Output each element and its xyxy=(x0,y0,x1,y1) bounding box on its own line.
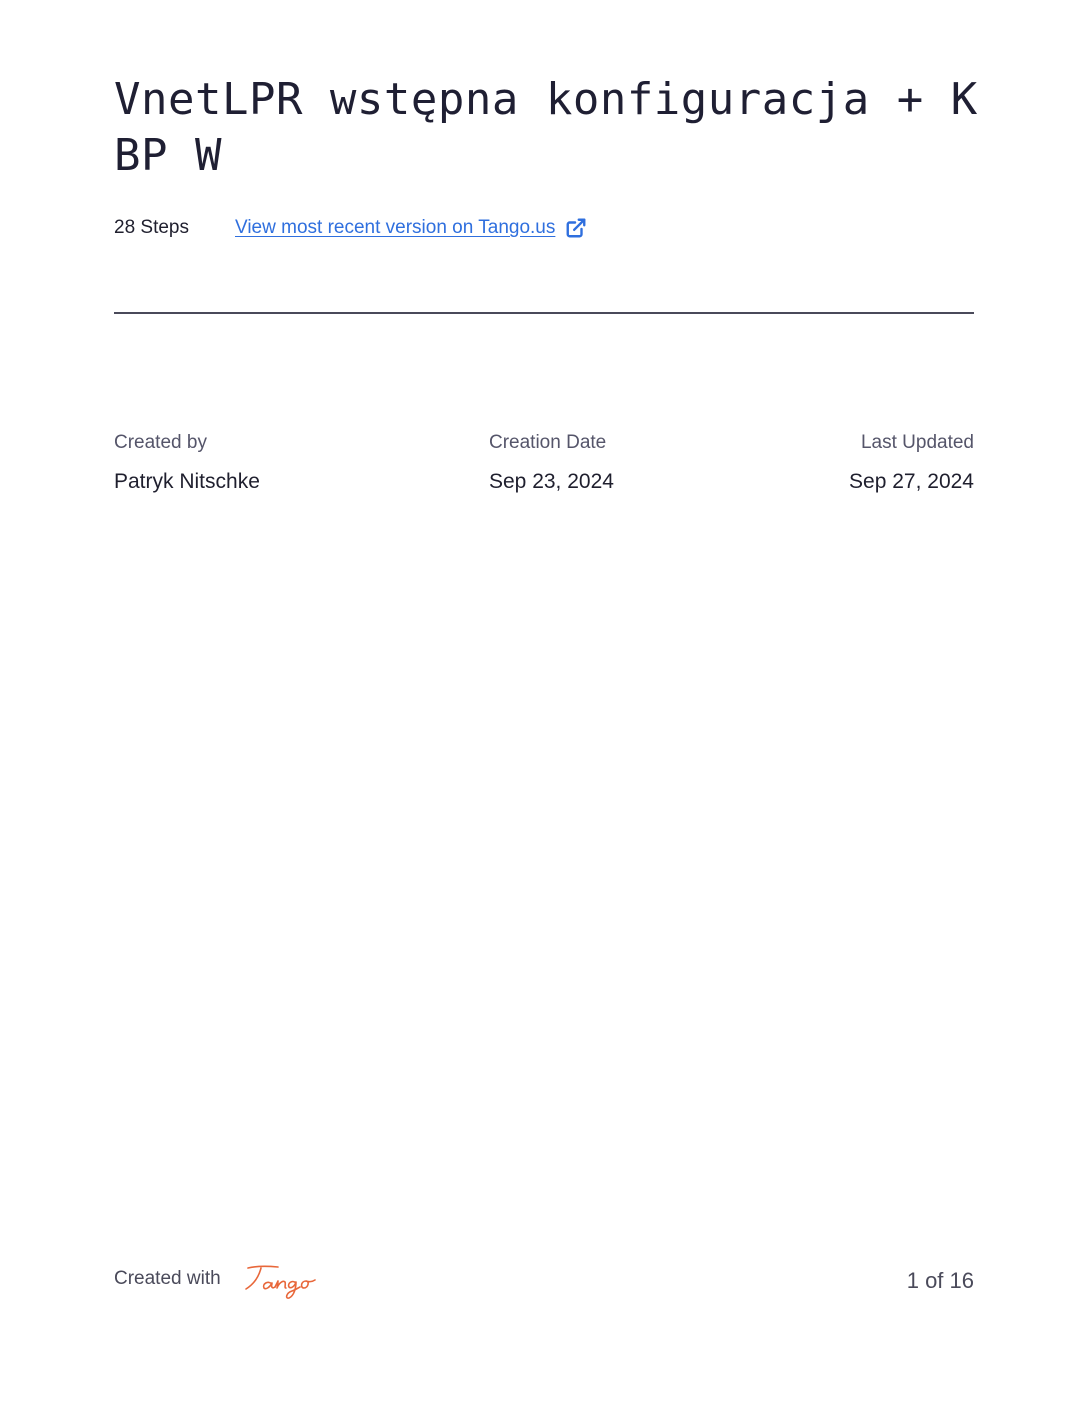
page-number: 1 of 16 xyxy=(906,1268,974,1293)
creation-date-label: Creation Date xyxy=(489,432,607,453)
last-updated-value: Sep 27, 2024 xyxy=(849,470,974,493)
steps-count: 28 Steps xyxy=(114,217,189,238)
creation-date-section xyxy=(489,430,614,496)
created-with-label: Created with xyxy=(114,1268,221,1289)
document-page xyxy=(114,0,978,1408)
document-meta-row xyxy=(114,214,587,242)
tango-logo xyxy=(242,1262,330,1302)
last-updated-label: Last Updated xyxy=(860,432,974,453)
title-divider xyxy=(114,312,974,314)
view-recent-version-link[interactable]: View most recent version on Tango.us xyxy=(235,217,556,238)
page-footer xyxy=(114,1262,974,1302)
external-link-icon[interactable] xyxy=(565,217,587,239)
created-by-section xyxy=(114,430,260,496)
creation-date-value: Sep 23, 2024 xyxy=(489,470,614,493)
created-by-value: Patryk Nitschke xyxy=(114,470,260,493)
created-by-label: Created by xyxy=(114,432,207,453)
document-title: VnetLPR wstępna konfiguracja + KBP W xyxy=(114,74,978,181)
last-updated-section xyxy=(849,430,974,496)
